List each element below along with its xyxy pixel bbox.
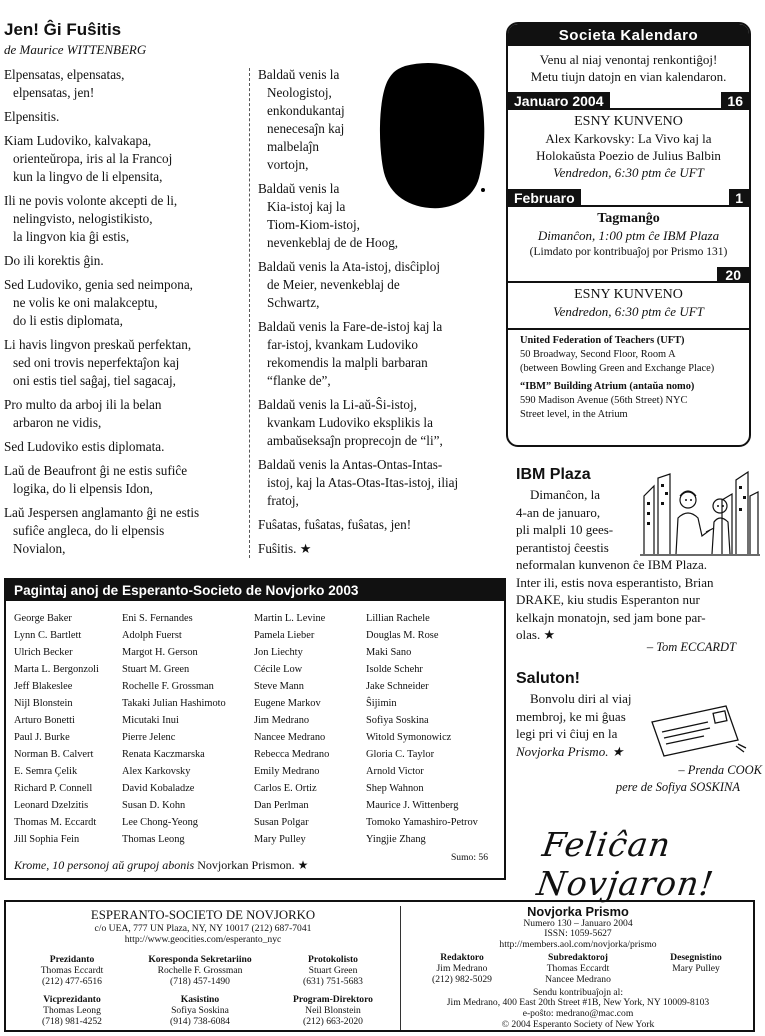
- calendar-event: [508, 283, 749, 320]
- member-name: Maki Sano: [366, 647, 412, 658]
- poem-line: arbaron ne vidis,: [13, 415, 102, 430]
- staff-role: Desegnistino: [670, 952, 722, 963]
- event-line: Alex Karkovsky: La Vivo kaj la: [545, 131, 712, 146]
- masthead-footer: [4, 900, 755, 1032]
- member-name: Thomas Leong: [122, 834, 185, 845]
- postcard-illustration: [648, 700, 748, 758]
- poem-stanza: [4, 276, 242, 330]
- calendar-event: [508, 207, 749, 261]
- members-box: [4, 578, 506, 880]
- text-line: Inter ili, estis nova esperantisto, Brian: [516, 574, 714, 590]
- member-name: Susan D. Kohn: [122, 800, 186, 811]
- poem-stanza: [4, 396, 242, 432]
- member-name: Jim Medrano: [254, 715, 310, 726]
- author-portrait-image: [375, 60, 488, 212]
- poem-line: kvankam Ludoviko eksplikis la: [267, 415, 433, 430]
- members-column: [14, 610, 99, 848]
- address-line: Street level, in the Atrium: [520, 409, 628, 420]
- poem-line: istoj, kaj la Atas-Otas-Itas-istoj, iliaj: [267, 475, 459, 490]
- member-name: Norman B. Calvert: [14, 749, 94, 760]
- poem-stanza: [258, 516, 490, 534]
- member-name: Nijl Blonstein: [14, 698, 73, 709]
- members-note: [14, 858, 308, 873]
- event-note: (Limdato por kontribuaĵoj por Prismo 131): [529, 246, 728, 258]
- members-column: [254, 610, 329, 848]
- poem-line: kun la lingvo de li elpensita,: [13, 169, 163, 184]
- event-when: Dimanĉon, 1:00 ptm ĉe IBM Plaza: [537, 228, 720, 243]
- poem-line: Laŭ Jespersen anglamanto ĝi ne estis: [4, 505, 200, 520]
- magazine-header: [402, 904, 754, 950]
- event-title: ESNY KUNVENO: [574, 287, 683, 302]
- event-when: Vendredon, 6:30 ptm ĉe UFT: [553, 165, 704, 180]
- poem-line: Kiam Ludoviko, kalvakapa,: [4, 133, 152, 148]
- members-title: Pagintaj anoj de Esperanto-Societo de Novjorko 2003: [6, 580, 504, 601]
- poem-line: Baldaŭ venis la Antas-Ontas-Intas-: [258, 457, 443, 472]
- officer-phone: (914) 738-6084: [170, 1016, 230, 1027]
- poem-line: nenecesaĵn kaj: [267, 121, 345, 136]
- member-name: Lynn C. Bartlett: [14, 630, 82, 641]
- poem-line: nevenkeblaj de de Hoog,: [267, 235, 399, 250]
- poem-line: fratoj,: [267, 493, 299, 508]
- member-name: David Kobaladze: [122, 783, 195, 794]
- member-name: Maurice J. Wittenberg: [366, 800, 459, 811]
- member-name: Witold Symonowicz: [366, 732, 452, 743]
- poem-line: Sed Ludoviko estis diplomata.: [4, 439, 165, 454]
- poem-stanza: [4, 192, 242, 246]
- poem-line: sufiĉe angleca, do li elpensis: [13, 523, 165, 538]
- staff-member: [518, 952, 638, 985]
- member-name: Jeff Blakeslee: [14, 681, 73, 692]
- poem-line: de Meier, nevenkeblaj de: [267, 277, 400, 292]
- member-name: Thomas M. Eccardt: [14, 817, 97, 828]
- month-name: Januaro 2004: [508, 92, 610, 110]
- member-name: Shep Wahnon: [366, 783, 424, 794]
- officer: [132, 994, 268, 1027]
- calendar-intro-line: Metu tiujn datojn en vian kalendaron.: [530, 69, 727, 84]
- member-name: Isolde Schehr: [366, 664, 423, 675]
- staff-line: Thomas Eccardt: [546, 963, 610, 974]
- member-name: E. Semra Çelik: [14, 766, 78, 777]
- member-name: Sofiya Soskina: [366, 715, 429, 726]
- poem-stanza: [4, 504, 242, 558]
- meeting-addresses: [508, 328, 749, 422]
- poem-line: Ili ne povis volonte akcepti de li,: [4, 193, 178, 208]
- officer-name: Thomas Eccardt: [40, 965, 104, 976]
- text-line: Dimanĉon, la: [530, 487, 601, 502]
- officer: [12, 954, 132, 987]
- member-name: Adolph Fuerst: [122, 630, 182, 641]
- member-name: Pamela Lieber: [254, 630, 315, 641]
- ibm-plaza-title: IBM Plaza: [516, 466, 591, 483]
- magazine-url: http://members.aol.com/novjorka/prismo: [499, 939, 657, 950]
- poem-stanza: [4, 66, 242, 102]
- member-name: Nancee Medrano: [254, 732, 326, 743]
- poem-line: Baldaŭ venis la Li-aŭ-Ŝi-istoj,: [258, 397, 417, 412]
- poem-line: logika, do li elpensis Idon,: [13, 481, 153, 496]
- officer-role: Program-Direktoro: [293, 994, 373, 1005]
- staff-line: Jim Medrano: [436, 963, 488, 974]
- officer-phone: (212) 663-2020: [303, 1016, 363, 1027]
- member-name: Lillian Rachele: [366, 613, 430, 624]
- text-line: olas. ★: [516, 627, 556, 642]
- saluton-title: Saluton!: [516, 670, 580, 687]
- send-email: e-poŝto: medrano@mac.com: [522, 1008, 634, 1019]
- poem-stanza: [4, 132, 242, 186]
- poem-line: Kia-istoj kaj la: [267, 199, 346, 214]
- member-name: Mary Pulley: [254, 834, 306, 845]
- poem-line: Fuŝatas, fuŝatas, fuŝatas, jen!: [258, 517, 412, 532]
- member-name: Emily Medrano: [254, 766, 320, 777]
- staff-member: [638, 952, 754, 974]
- magazine-name: Novjorka Prismo: [527, 904, 629, 919]
- signature-name: – Prenda COOK: [678, 763, 762, 777]
- calendar-box: [506, 22, 751, 447]
- officer-role: Kasistino: [180, 994, 220, 1005]
- officer-phone: (718) 981-4252: [42, 1016, 102, 1027]
- officer: [12, 994, 132, 1027]
- month-name: Februaro: [508, 189, 581, 207]
- member-name: Jon Liechty: [254, 647, 303, 658]
- members-sum: Sumo: 56: [450, 852, 488, 863]
- poem-stanza: [258, 318, 490, 390]
- month-bar-february: [508, 189, 749, 207]
- member-name: Susan Polgar: [254, 817, 309, 828]
- saluton-text: [516, 690, 631, 760]
- magazine-issn: ISSN: 1059-5627: [544, 928, 612, 939]
- officer: [132, 954, 268, 987]
- calendar-intro: [508, 46, 749, 88]
- staff-role: Redaktoro: [440, 952, 484, 963]
- member-name: Arturo Bonetti: [14, 715, 75, 726]
- poem-line: la lingvon kia ĝi estis,: [13, 229, 130, 244]
- poem-line: Baldaŭ venis la Ata-istoj, disĉiploj: [258, 259, 441, 274]
- poem-line: rekomendis la malpli barbaran: [267, 355, 428, 370]
- member-name: Tomoko Yamashiro-Petrov: [366, 817, 478, 828]
- calendar-intro-line: Venu al niaj venontaj renkontiĝoj!: [539, 52, 718, 67]
- member-name: Steve Mann: [254, 681, 304, 692]
- address-line: 50 Broadway, Second Floor, Room A: [520, 349, 676, 360]
- officer: [268, 994, 398, 1027]
- member-name: Micutaki Inui: [122, 715, 179, 726]
- poem-line: Laŭ de Beaufront ĝi ne estis sufiĉe: [4, 463, 188, 478]
- event-day: 16: [721, 92, 749, 110]
- officer-phone: (212) 477-6516: [42, 976, 102, 987]
- member-name: Takaki Julian Hashimoto: [122, 698, 226, 709]
- staff-member: [406, 952, 518, 985]
- member-name: Jill Sophia Fein: [14, 834, 80, 845]
- poem-stanza: [4, 108, 242, 126]
- calendar-title: Societa Kalendaro: [508, 24, 749, 46]
- member-name: Margot H. Gerson: [122, 647, 198, 658]
- member-name: Rochelle F. Grossman: [122, 681, 214, 692]
- send-address: Jim Medrano, 400 East 20th Street #1B, New York, NY 10009-8103: [446, 997, 710, 1008]
- org-header: [6, 908, 400, 945]
- poem-line: sed oni trovis neperfektaĵon kaj: [13, 355, 180, 370]
- member-name: Rebecca Medrano: [254, 749, 330, 760]
- member-name: Stuart M. Green: [122, 664, 190, 675]
- text-line: Bonvolu diri al viaj: [530, 691, 632, 706]
- event-day: 1: [729, 189, 749, 207]
- poem-line: “flanke de”,: [267, 373, 331, 388]
- signature-via: pere de Sofiya SOSKINA: [615, 780, 740, 794]
- saluton-signature: [516, 762, 765, 796]
- poem-stanza: [258, 540, 490, 558]
- officer: [268, 954, 398, 987]
- members-column: [366, 610, 478, 848]
- officer-phone: (718) 457-1490: [170, 976, 230, 987]
- poem-title: Jen! Ĝi Fuŝitis: [4, 20, 122, 39]
- magazine-issue: Numero 130 – Januaro 2004: [523, 918, 633, 929]
- member-name: Douglas M. Rose: [366, 630, 439, 641]
- member-name: George Baker: [14, 613, 72, 624]
- member-name: Eugene Markov: [254, 698, 321, 709]
- poem-line: Elpensatas, elpensatas,: [4, 67, 125, 82]
- text-line: perantistoj ĉeestis: [516, 539, 609, 555]
- poem-author: de Maurice WITTENBERG: [4, 42, 147, 57]
- send-label: Sendu kontribuaĵojn al:: [532, 987, 624, 998]
- poem-line: far-istoj, kvankam Ludoviko: [267, 337, 418, 352]
- poem-line: Neologistoj,: [267, 85, 332, 100]
- text-line: 4-an de januaro,: [516, 504, 601, 520]
- text-line: neformalan kunvenon ĉe IBM Plaza.: [516, 557, 707, 572]
- poem-line: Do ili korektis ĝin.: [4, 253, 104, 268]
- staff-role: Subredaktoroj: [548, 952, 608, 963]
- staff-line: (212) 982-5029: [432, 974, 492, 985]
- poem-stanza: [4, 336, 242, 390]
- member-name: Ulrich Becker: [14, 647, 73, 658]
- day-flag: [508, 267, 749, 283]
- poem-line: Elpensitis.: [4, 109, 60, 124]
- event-when: Vendredon, 6:30 ptm ĉe UFT: [553, 304, 704, 319]
- poem-line: enkondukantaj: [267, 103, 345, 118]
- poem-line: vortojn,: [267, 157, 309, 172]
- org-url: http://www.geocities.com/esperanto_nyc: [124, 934, 282, 945]
- text-line: DRAKE, kiu studis Esperanton nur: [516, 592, 700, 607]
- member-name: Marta L. Bergonzoli: [14, 664, 99, 675]
- poem-line: Baldaŭ venis la: [258, 181, 340, 196]
- handwritten-greeting: Feliĉan Novjaron!: [534, 825, 717, 903]
- officer-role: Protokolisto: [308, 954, 358, 965]
- poem-line: ne volis ke oni malakceptu,: [13, 295, 158, 310]
- poem-line: oni estis tiel saĝaj, tiel sagacaj,: [13, 373, 176, 388]
- address-line: (between Bowling Green and Exchange Place): [520, 363, 715, 374]
- poem-stanza: [4, 252, 242, 270]
- poem-line: ambaŭseksaĵn proprecojn de “li”,: [267, 433, 443, 448]
- member-name: Leonard Dzelzitis: [14, 800, 89, 811]
- poem-line: Sed Ludoviko, genia sed neimpona,: [4, 277, 193, 292]
- officer-phone: (631) 751-5683: [303, 976, 363, 987]
- poem-column-left: [4, 66, 242, 564]
- contributions-address: [402, 988, 754, 1030]
- column-divider: [249, 68, 250, 558]
- address-line: United Federation of Teachers (UFT): [520, 335, 685, 346]
- text-line: legi pri vi ĉiuj en la: [516, 726, 618, 741]
- calendar-event: [508, 110, 749, 181]
- poem-stanza: [258, 396, 490, 450]
- officer-name: Thomas Leong: [43, 1005, 101, 1016]
- ibm-plaza-signature: – Tom ECCARDT: [646, 640, 736, 654]
- member-name: Martin L. Levine: [254, 613, 326, 624]
- poem-stanza: [258, 258, 490, 312]
- poem-stanza: [4, 462, 242, 498]
- note-italic: Krome, 10 personoj aŭ grupoj abonis: [14, 858, 195, 872]
- text-line: pli malpli 10 gees-: [516, 522, 614, 537]
- member-name: Cécile Low: [254, 664, 303, 675]
- member-name: Ŝijimin: [366, 698, 397, 709]
- member-name: Richard P. Connell: [14, 783, 93, 794]
- copyright: © 2004 Esperanto Society of New York: [501, 1019, 655, 1030]
- members-column: [122, 610, 226, 848]
- poem-line: malbelaĵn: [267, 139, 319, 154]
- poem-line: Schwartz,: [267, 295, 320, 310]
- member-name: Lee Chong-Yeong: [122, 817, 199, 828]
- poem-stanza: [4, 438, 242, 456]
- event-title: Tagmanĝo: [597, 211, 660, 226]
- footer-divider: [400, 906, 401, 1030]
- member-name: Carlos E. Ortiz: [254, 783, 317, 794]
- poem-line: Li havis lingvon preskaŭ perfektan,: [4, 337, 192, 352]
- officer-role: Koresponda Sekretariino: [148, 954, 252, 965]
- officer-name: Neil Blonstein: [305, 1005, 361, 1016]
- poem-line: Pro multo da arboj ili la belan: [4, 397, 162, 412]
- poem-stanza: [258, 456, 490, 510]
- poem-line: Novialon,: [13, 541, 66, 556]
- officer-role: Prezidanto: [49, 954, 95, 965]
- text-line: membroj, ke mi ĝuas: [516, 708, 626, 724]
- member-name: Renata Kaczmarska: [122, 749, 205, 760]
- officer-name: Stuart Green: [308, 965, 358, 976]
- staff-line: Mary Pulley: [672, 963, 720, 974]
- officer-name: Sofiya Soskina: [171, 1005, 229, 1016]
- officer-name: Rochelle F. Grossman: [157, 965, 243, 976]
- member-name: Dan Perlman: [254, 800, 309, 811]
- event-title: ESNY KUNVENO: [574, 114, 683, 129]
- member-name: Jake Schneider: [366, 681, 429, 692]
- org-address: c/o UEA, 777 UN Plaza, NY, NY 10017 (212) 687-7041: [94, 923, 312, 934]
- note-plain: Novjorkan Prismon. ★: [197, 858, 309, 872]
- member-name: Pierre Jelenc: [122, 732, 176, 743]
- member-name: Yingjie Zhang: [366, 834, 426, 845]
- address-line: “IBM” Building Atrium (antaŭa nomo): [520, 381, 695, 392]
- member-name: Gloria C. Taylor: [366, 749, 435, 760]
- poem-line: elpensatas, jen!: [13, 85, 95, 100]
- poem-line: Fuŝitis. ★: [258, 541, 312, 556]
- poem-line: Baldaŭ venis la Fare-de-istoj kaj la: [258, 319, 443, 334]
- city-meeting-illustration: [640, 466, 760, 556]
- event-line: Holokaŭsta Poezio de Julius Balbin: [536, 148, 721, 163]
- member-name: Arnold Victor: [366, 766, 424, 777]
- address-line: 590 Madison Avenue (56th Street) NYC: [520, 395, 688, 406]
- poem-line: Baldaŭ venis la: [258, 67, 340, 82]
- member-name: Alex Karkovsky: [122, 766, 191, 777]
- poem-line: nelingvisto, nelogistikisto,: [13, 211, 153, 226]
- poem-line: orienteŭropa, iris al la Francoj: [13, 151, 173, 166]
- poem-line: do li estis diplomata,: [13, 313, 123, 328]
- poem-line: Tiom-Kiom-istoj,: [267, 217, 360, 232]
- member-name: Eni S. Fernandes: [122, 613, 193, 624]
- month-bar-january: [508, 92, 749, 110]
- event-day: 20: [717, 267, 749, 283]
- org-name: ESPERANTO-SOCIETO DE NOVJORKO: [90, 908, 316, 922]
- staff-line: Nancee Medrano: [545, 974, 611, 985]
- officer-role: Vicprezidanto: [43, 994, 101, 1005]
- text-line: kelkajn monatojn, sed jam bone par-: [516, 609, 706, 625]
- member-name: Paul J. Burke: [14, 732, 70, 743]
- text-line: Novjorka Prismo. ★: [516, 743, 624, 759]
